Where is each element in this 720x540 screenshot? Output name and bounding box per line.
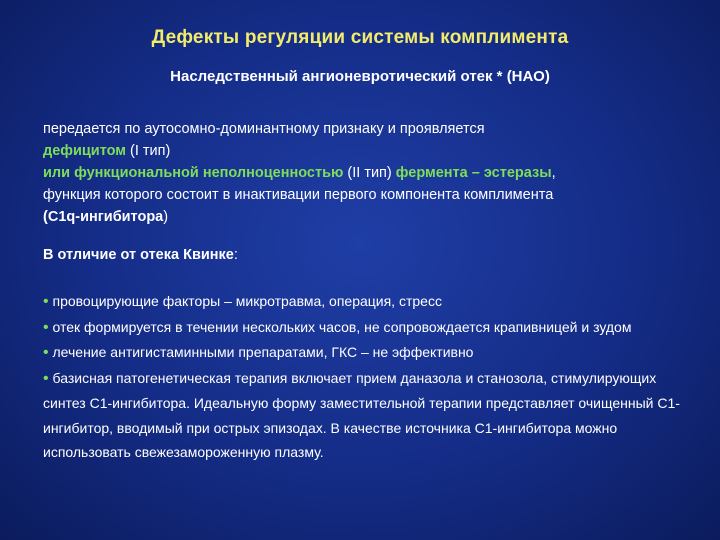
comma-text: ,	[551, 165, 556, 181]
or-text: или	[43, 165, 75, 181]
bullet-text: провоцирующие факторы – микротравма, операция, стресс	[52, 293, 442, 309]
list-item	[43, 315, 683, 341]
slide-subtitle: Наследственный ангионевротический отек * (НАО)	[170, 68, 550, 85]
list-item	[43, 289, 683, 315]
slide-title: Дефекты регуляции системы комплимента	[151, 27, 569, 48]
difference-colon: :	[233, 247, 238, 263]
functional-term: функциональной неполноценностью	[74, 165, 344, 181]
list-item	[43, 366, 683, 465]
bullet-text: базисная патогенетическая терапия включает прием даназола и станозола, стимулирующих синтез С1-ингибитора. Идеальную форму заместительной терапии представляет очищенный С1-ингибитор, вводимый при острых эпизодах. В качестве источника С1-ингибитора можно использовать свежезамороженную плазму.	[43, 369, 680, 460]
paren-open: (	[43, 209, 48, 225]
intro-paragraph	[43, 118, 693, 228]
bullet-icon: •	[43, 344, 49, 361]
intro-text-1: передается по аутосомно-доминантному признаку и проявляется	[43, 121, 485, 137]
enzyme-term: фермента – эстеразы	[395, 165, 552, 181]
type1-text: (I тип)	[126, 143, 171, 159]
difference-heading	[43, 244, 693, 266]
bullet-list	[43, 289, 683, 465]
bullet-text: лечение антигистаминными препаратами, ГКС – не эффективно	[52, 344, 474, 360]
deficit-term: дефицитом	[43, 143, 126, 159]
type2-text: (II тип)	[343, 165, 396, 181]
bullet-icon: •	[43, 369, 49, 387]
bullet-icon: •	[43, 318, 49, 336]
inhibitor-term: С1q-ингибитора	[47, 209, 164, 225]
paren-close: )	[163, 209, 169, 225]
intro-text-2: функция которого состоит в инактивации первого компонента комплимента	[43, 187, 554, 203]
bullet-text: отек формируется в течении нескольких часов, не сопровождается крапивницей и зудом	[52, 318, 632, 335]
difference-label: В отличие от отека Квинке	[43, 247, 234, 263]
bullet-icon: •	[43, 293, 49, 310]
list-item	[43, 340, 683, 366]
